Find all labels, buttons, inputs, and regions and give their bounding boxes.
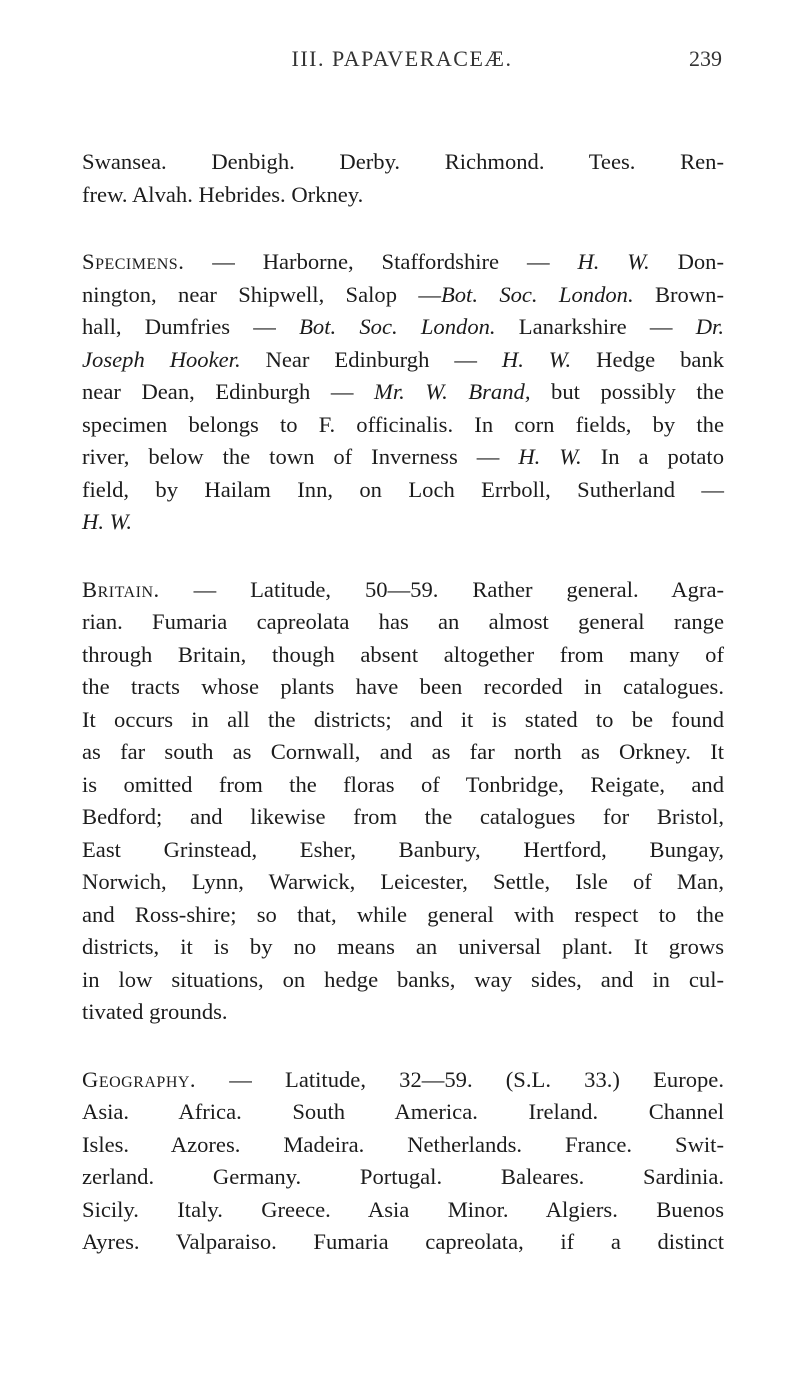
text-line xyxy=(82,574,724,607)
text-run: near Dean, Edinburgh — xyxy=(82,379,375,404)
text-line: is omitted from the floras of Tonbridge, Reigate, and xyxy=(82,771,724,797)
text-line: in low situations, on hedge banks, way sides, and in cul- xyxy=(82,966,724,992)
text-run: — Latitude, 32—59. (S.L. 33.) Europe. xyxy=(196,1066,724,1092)
text-line: Ayres. Valparaiso. Fumaria capreolata, if a distinct xyxy=(82,1229,724,1254)
text-run: hall, Dumfries — xyxy=(82,314,300,339)
collector-name: Bot. Soc. London. xyxy=(299,314,496,339)
collector-name: Bot. Soc. London. xyxy=(440,281,634,307)
text-line: the tracts whose plants have been recorded in catalogues. xyxy=(82,674,724,699)
text-line: zerland. Germany. Portugal. Baleares. Sardinia. xyxy=(82,1164,724,1189)
text-line: districts, it is by no means an universal plant. It grows xyxy=(82,934,724,959)
text-line: Swansea. Denbigh. Derby. Richmond. Tees. Ren- xyxy=(82,149,724,174)
running-title: III. PAPAVERACEÆ. xyxy=(291,46,513,71)
text-line xyxy=(82,246,724,279)
section-heading-specimens: Specimens. xyxy=(82,249,185,274)
text-run: Hedge bank xyxy=(571,346,725,372)
text-line xyxy=(82,1064,724,1097)
text-run: nington, near Shipwell, Salop — xyxy=(82,281,441,307)
text-line: Sicily. Italy. Greece. Asia Minor. Algiers. Buenos xyxy=(82,1196,724,1222)
text-line xyxy=(82,506,724,539)
collector-name: H. W. xyxy=(82,509,133,534)
body-text xyxy=(82,146,724,1259)
text-run: river, below the town of Inverness — xyxy=(82,444,519,469)
text-run: Near Edinburgh — xyxy=(240,346,502,372)
page-number: 239 xyxy=(689,46,722,71)
section-heading-geography: Geography. xyxy=(82,1066,197,1092)
text-line: as far south as Cornwall, and as far north as Orkney. It xyxy=(82,739,724,764)
text-line xyxy=(82,376,724,409)
paragraph-geography xyxy=(82,1064,724,1259)
text-line: Bedford; and likewise from the catalogues for Bristol, xyxy=(82,804,724,829)
text-line xyxy=(82,279,724,312)
collector-name: Joseph Hooker. xyxy=(82,346,241,372)
text-line: East Grinstead, Esher, Banbury, Hertford, Bungay, xyxy=(82,836,724,862)
section-heading-britain: Britain. xyxy=(82,576,160,602)
text-run: but possibly the xyxy=(530,379,724,404)
paragraph-britain xyxy=(82,574,724,1029)
text-run: Lanarkshire — xyxy=(495,314,696,339)
collector-name: Mr. W. Brand, xyxy=(374,379,531,404)
text-line: rian. Fumaria capreolata has an almost general range xyxy=(82,609,724,634)
text-run: — Latitude, 50—59. Rather general. Agra- xyxy=(159,576,724,602)
text-line: tivated grounds. xyxy=(82,999,228,1024)
page-header xyxy=(82,46,722,86)
text-line: Norwich, Lynn, Warwick, Leicester, Settle, Isle of Man, xyxy=(82,869,724,894)
text-line xyxy=(82,311,724,344)
collector-name: H. W. xyxy=(577,249,650,274)
text-line: Asia. Africa. South America. Ireland. Channel xyxy=(82,1099,724,1124)
text-run: Brown- xyxy=(633,281,724,307)
text-line xyxy=(82,344,724,377)
text-run: — Harborne, Staffordshire — xyxy=(184,249,578,274)
text-line: specimen belongs to F. officinalis. In corn fields, by the xyxy=(82,411,724,437)
text-line xyxy=(82,441,724,474)
text-line: and Ross-shire; so that, while general with respect to the xyxy=(82,901,724,927)
text-line: It occurs in all the districts; and it is stated to be found xyxy=(82,706,724,732)
collector-name: H. W. xyxy=(518,444,582,469)
paragraph-localities-continued xyxy=(82,146,724,211)
text-line: frew. Alvah. Hebrides. Orkney. xyxy=(82,181,364,207)
text-line: Isles. Azores. Madeira. Netherlands. France. Swit- xyxy=(82,1131,724,1157)
text-line: through Britain, though absent altogether from many of xyxy=(82,641,724,667)
text-line: field, by Hailam Inn, on Loch Errboll, Sutherland — xyxy=(82,476,724,502)
collector-name: H. W. xyxy=(501,346,572,372)
text-run: Don- xyxy=(649,249,725,274)
text-run: In a potato xyxy=(581,444,724,469)
paragraph-specimens xyxy=(82,246,724,539)
collector-name: Dr. xyxy=(695,314,724,339)
